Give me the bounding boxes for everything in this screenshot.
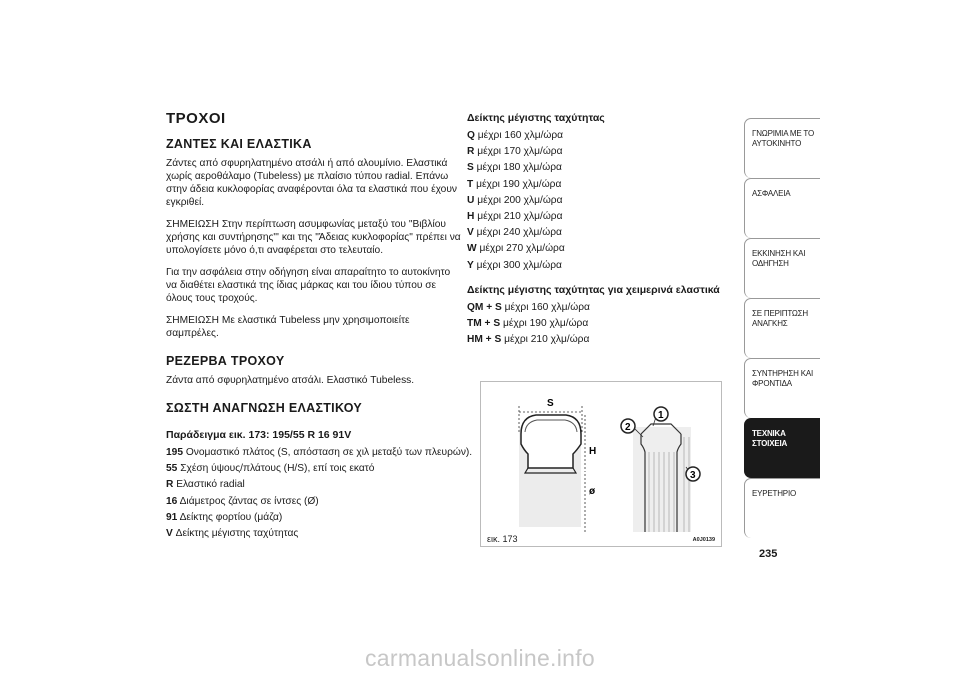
example-item: [166, 477, 461, 493]
callout-3: 3: [690, 470, 696, 481]
speed-item-code: U: [467, 194, 475, 206]
figure-code: A0J0139: [692, 537, 715, 543]
winter-speed-item-text: μέχρι 210 χλμ/ώρα: [504, 334, 590, 346]
chapter-tab-line1: ΓΝΩΡΙΜΙΑ ΜΕ ΤΟ: [752, 129, 814, 138]
speed-item: [467, 144, 722, 160]
speed-item-code: V: [467, 227, 474, 239]
example-item-text: Δείκτης μέγιστης ταχύτητας: [175, 528, 299, 540]
winter-speed-item: [467, 300, 722, 316]
speed-item-text: μέχρι 160 χλμ/ώρα: [477, 130, 564, 141]
speed-item: [467, 128, 722, 144]
speed-item-text: μέχρι 270 χλμ/ώρα: [479, 243, 565, 255]
paragraph-note-tubeless: ΣΗΜΕΙΩΣΗ Με ελαστικά Tubeless μην χρησιμοποιείτε σαμπρέλες.: [166, 315, 410, 339]
label-diameter: ø: [589, 486, 596, 497]
chapter-tab[interactable]: [744, 358, 820, 418]
example-list: [166, 445, 473, 542]
speed-item-text: μέχρι 180 χλμ/ώρα: [476, 162, 562, 174]
chapter-tab[interactable]: [744, 478, 820, 538]
right-column: [467, 112, 722, 348]
winter-speed-item: [467, 316, 722, 332]
paragraph-safety: Για την ασφάλεια στην οδήγηση είναι απαραίτητο το αυτοκίνητο να διαθέτει ελαστικά της ίδιας μάρκας και του ίδιου τύπου σε όλους τους τροχούς.: [166, 267, 451, 304]
speed-item-text: μέχρι 300 χλμ/ώρα: [476, 259, 562, 271]
tyre-diagram: [481, 382, 721, 532]
tyre-figure: [480, 381, 722, 547]
heading-spare-wheel: ΡΕΖΕΡΒΑ ΤΡΟΧΟΥ: [166, 354, 285, 368]
example-item-code: 16: [166, 495, 178, 507]
speed-item-code: R: [467, 146, 475, 158]
chapter-tabs: [744, 118, 820, 538]
chapter-tab-line2: ΑΥΤΟΚΙΝΗΤΟ: [752, 139, 802, 148]
left-column: [166, 110, 473, 542]
speed-item-text: μέχρι 170 χλμ/ώρα: [477, 146, 563, 158]
chapter-tab[interactable]: [744, 418, 820, 478]
callout-1: 1: [658, 410, 664, 421]
chapter-tab-line1: ΣΕ ΠΕΡΙΠΤΩΣΗ: [752, 309, 808, 318]
heading-tyre-reading: ΣΩΣΤΗ ΑΝΑΓΝΩΣΗ ΕΛΑΣΤΙΚΟΥ: [166, 401, 363, 415]
paragraph-note-manual: ΣΗΜΕΙΩΣΗ Στην περίπτωση ασυμφωνίας μεταξύ του "Βιβλίου χρήσης και συντήρησης"' και της "Άδειας κυκλοφορίας" πρέπει να υπολογίσετε μόνο ό,τι αναφέρεται στο τελευταίο.: [166, 219, 461, 256]
example-item-code: 55: [166, 463, 178, 475]
example-item-text: Ελαστικό radial: [176, 479, 245, 491]
speed-index-list: [467, 128, 722, 274]
example-item-text: Διάμετρος ζάντας σε ίντσες (Ø): [179, 495, 319, 507]
speed-index-heading: Δείκτης μέγιστης ταχύτητας: [467, 112, 605, 124]
speed-item-code: Y: [467, 259, 474, 271]
example-item-code: R: [166, 479, 174, 491]
chapter-tab-line1: ΕΥΡΕΤΗΡΙΟ: [752, 489, 796, 498]
speed-item-text: μέχρι 190 χλμ/ώρα: [476, 178, 562, 190]
speed-item: [467, 225, 722, 241]
example-item: [166, 526, 461, 542]
chapter-tab-line1: ΤΕΧΝΙΚΑ: [752, 429, 786, 438]
watermark: carmanualsonline.info: [364, 645, 596, 671]
example-item: [166, 461, 461, 477]
heading-wheels-tyres: ΖΑΝΤΕΣ ΚΑΙ ΕΛΑΣΤΙΚΑ: [166, 137, 312, 151]
figure-caption: εικ. 173: [487, 534, 518, 544]
chapter-tab-line1: ΕΚΚΙΝΗΣΗ ΚΑΙ: [752, 249, 806, 258]
speed-item-code: H: [467, 211, 475, 223]
winter-speed-list: [467, 300, 722, 349]
chapter-tab[interactable]: [744, 178, 820, 238]
example-item: [166, 510, 461, 526]
chapter-tab-line2: ΑΝΑΓΚΗΣ: [752, 319, 788, 328]
paragraph-spare: Ζάντα από σφυρηλατημένο ατσάλι. Ελαστικό Tubeless.: [166, 375, 415, 386]
example-item-code: 195: [166, 447, 183, 458]
page-title: ΤΡΟΧΟΙ: [166, 110, 226, 127]
example-item: [166, 445, 473, 461]
speed-item: [467, 177, 722, 193]
speed-item-text: μέχρι 200 χλμ/ώρα: [477, 194, 563, 206]
chapter-tab-line2: ΣΤΟΙΧΕΙΑ: [752, 439, 788, 448]
speed-item-text: μέχρι 210 χλμ/ώρα: [477, 211, 563, 223]
chapter-tab-line1: ΑΣΦΑΛΕΙΑ: [752, 189, 791, 198]
paragraph-rims: Ζάντες από σφυρηλατημένο ατσάλι ή από αλουμίνιο. Ελαστικά χωρίς αεροθάλαμο (Tubeless) με πλαίσιο τύπου radial. Επάνω στην άδεια κυκλοφορίας αναφέρονται όλα τα ελαστικά που έχουν εγκριθεί.: [166, 158, 458, 208]
speed-item-code: W: [467, 243, 477, 255]
example-item-code: 91: [166, 511, 178, 523]
speed-item-code: T: [467, 178, 474, 190]
chapter-tab[interactable]: [744, 118, 820, 178]
example-item-text: Δείκτης φορτίου (μάζα): [179, 511, 283, 523]
chapter-tab-line2: ΦΡΟΝΤΙΔΑ: [752, 379, 792, 388]
chapter-tab-line1: ΣΥΝΤΗΡΗΣΗ ΚΑΙ: [752, 369, 814, 378]
example-item-code: V: [166, 528, 173, 540]
speed-item-text: μέχρι 240 χλμ/ώρα: [476, 227, 562, 239]
label-s: S: [547, 398, 554, 409]
speed-item-code: Q: [467, 130, 475, 141]
speed-item: [467, 241, 722, 257]
speed-item: [467, 209, 722, 225]
winter-speed-item-text: μέχρι 190 χλμ/ώρα: [502, 318, 589, 330]
example-heading: Παράδειγμα εικ. 173: 195/55 R 16 91V: [166, 429, 352, 441]
example-item-text: Σχέση ύψους/πλάτους (H/S), επί τοις εκατό: [180, 463, 375, 475]
winter-speed-item-code: QM + S: [467, 301, 502, 313]
example-item: [166, 494, 461, 510]
winter-speed-item-code: TM + S: [467, 318, 501, 330]
chapter-tab[interactable]: [744, 298, 820, 358]
winter-speed-item: [467, 332, 722, 348]
winter-speed-heading: Δείκτης μέγιστης ταχύτητας για χειμερινά ελαστικά: [467, 283, 720, 296]
winter-speed-item-text: μέχρι 160 χλμ/ώρα: [504, 301, 590, 313]
speed-item-code: S: [467, 162, 474, 174]
chapter-tab-line2: ΟΔΗΓΗΣΗ: [752, 259, 789, 268]
chapter-tab[interactable]: [744, 238, 820, 298]
label-h: H: [589, 446, 597, 457]
speed-item: [467, 258, 722, 274]
speed-item: [467, 193, 722, 209]
example-item-text: Ονομαστικό πλάτος (S, απόσταση σε χιλ μεταξύ των πλευρών).: [185, 447, 473, 458]
winter-speed-item-code: HM + S: [467, 334, 502, 346]
page-number: 235: [759, 548, 778, 560]
speed-item: [467, 160, 722, 176]
callout-2: 2: [625, 422, 631, 433]
